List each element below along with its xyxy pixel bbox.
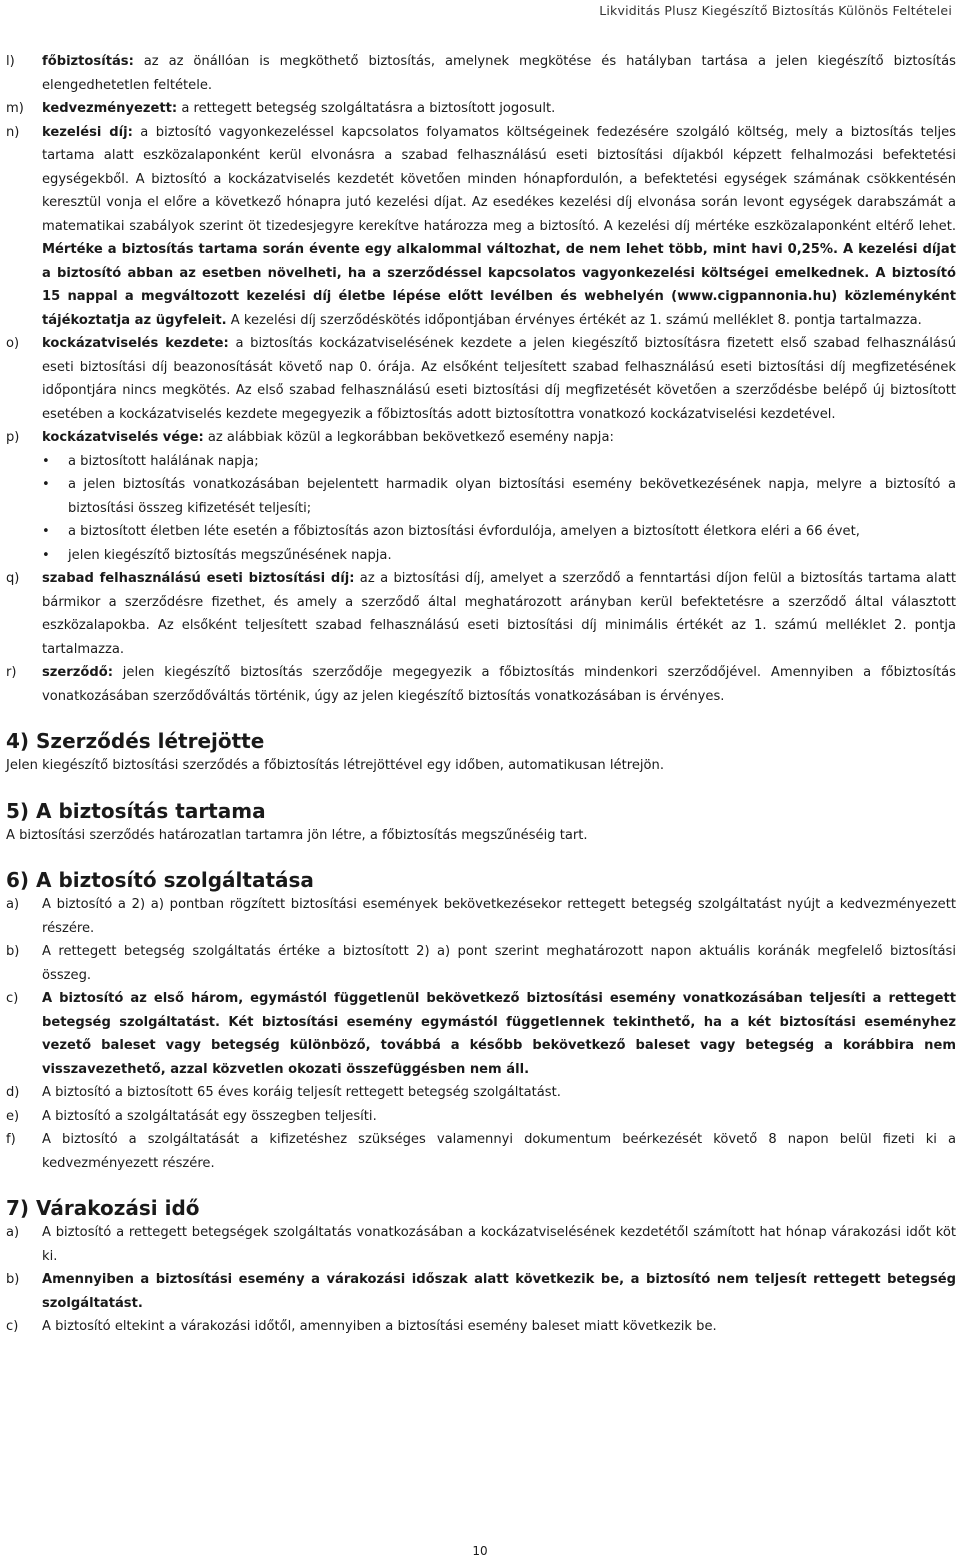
list-item: • a biztosított halálának napja; [42,450,956,474]
definition-m [6,97,956,121]
definition-o [6,332,956,426]
definition-n [6,121,956,333]
bullet-icon: • [42,477,50,492]
bullet-list [42,450,956,568]
term: kezelési díj: [42,124,133,140]
list-item: • jelen kiegészítő biztosítás megszűnésének napja. [42,544,956,568]
bullet-icon: • [42,453,50,469]
page-number: 10 [472,1544,488,1558]
list-item: d) A biztosító a biztosított 65 éves koráig teljesít rettegett betegség szolgáltatást. [6,1081,956,1105]
item-label: o) [6,336,20,351]
item-label: p) [6,430,20,445]
section-4 [6,728,956,778]
section-title: 6) A biztosító szolgáltatása [6,868,314,892]
item-label: r) [6,665,17,680]
term: szabad felhasználású eseti biztosítási díj: [42,571,355,586]
list-item: a) A biztosító a rettegett betegségek szolgáltatás vonatkozásában a kockázatviselésének kezdetétől számított hat hónap várakozási időt köt ki. [6,1221,956,1268]
item-label: d) [6,1085,20,1100]
bullet-icon: • [42,524,50,539]
list-item: a) A biztosító a 2) a) pontban rögzített biztosítási események bekövetkezésekor rettegett betegség szolgáltatást nyújt a kedvezményezett részére. [6,893,956,940]
list-item: f) A biztosító a szolgáltatását a kifizetéshez szükséges valamennyi dokumentum beérkezését követő 8 napon belül fizeti ki a kedvezményezett részére. [6,1128,956,1175]
term: kedvezményezett: [42,101,178,116]
page-header: Likviditás Plusz Kiegészítő Biztosítás Különös Feltételei [599,3,952,18]
term: kockázatviselés kezdete: [42,336,229,351]
section-text: A biztosítási szerződés határozatlan tartamra jön létre, a főbiztosítás megszűnéséig tart. [6,827,588,843]
list-item: e) A biztosító a szolgáltatását egy összegben teljesíti. [6,1105,956,1129]
item-label: a) [6,897,20,912]
definition-text: az alábbiak közül a legkorábban bekövetkező esemény napja: [203,430,614,445]
item-label: n) [6,124,20,140]
section-title: 4) Szerződés létrejötte [6,729,265,753]
item-label: f) [6,1132,16,1147]
section-title: 7) Várakozási idő [6,1196,200,1220]
list-item: b) A rettegett betegség szolgáltatás értéke a biztosított 2) a) pont szerint meghatározott napon aktuális koránák megfelelő biztosítási összeg. [6,940,956,987]
definition-text: a rettegett betegség szolgáltatásra a biztosított jogosult. [177,101,556,116]
bullet-icon: • [42,547,50,563]
definition-text: jelen kiegészítő biztosítás szerződője megegyezik a főbiztosítás mindenkori szerződőjével. Amennyiben a főbiztosítás vonatkozásában szerződőváltás történik, úgy az jelen kiegészítő biztosítás vonatkozásában is érvényes. [42,665,956,704]
section-7 [6,1195,956,1339]
section-text: Jelen kiegészítő biztosítási szerződés a főbiztosítás létrejöttével egy időben, automatikusan létrejön. [6,758,664,773]
definition-text: a biztosító vagyonkezeléssel kapcsolatos folyamatos költségeinek fedezésére szolgáló költség, mely a biztosítás teljes tartama alatt eszközalaponként kerül elvonásra a szabad felhasználású eseti biztosítási díjakból képzett felhalmozási befektetési egységekből. A biztosító a kockázatviselés kezdetét követően minden hónapfordulón, a befektetési egységek számának csökkentésén keresztül vonja el előre a következő hónapra jutó kezelési díjat. Az esedékes kezelési díj elvonása során levont egységek darabszámát a matematikai szabályok szerint öt tizedesjegyre kerekítve határozza meg a biztosító. A kezelési díj mértéke eszközalaponként eltérő lehet. [42,124,956,234]
item-label: b) [6,1272,20,1287]
term: szerződő: [42,665,113,680]
list-item: c) A biztosító eltekint a várakozási időtől, amennyiben a biztosítási esemény baleset miatt következik be. [6,1315,956,1339]
item-label: m) [6,101,24,116]
item-label: a) [6,1225,20,1240]
document-body [6,50,956,1339]
item-label: q) [6,571,20,586]
item-label: c) [6,991,19,1006]
list-item: • a biztosított életben léte esetén a főbiztosítás azon biztosítási évfordulója, amelyen a biztosított életkora eléri a 66 évet, [42,520,956,544]
definition-q [6,567,956,661]
term: főbiztosítás: [42,54,134,69]
definition-tail-text: A kezelési díj szerződéskötés időpontjában érvényes értékét az 1. számú melléklet 8. pontja tartalmazza. [226,312,922,328]
definition-r [6,661,956,708]
definition-l [6,50,956,97]
definition-bold-text: Mértéke a biztosítás tartama során évente egy alkalommal változhat, de nem lehet több, mint havi 0,25%. A kezelési díjat a biztosító abban az esetben növelheti, ha a szerződéssel kapcsolatos vagyonkezelési költségei emelkednek. A biztosító 15 nappal a megváltozott kezelési díj életbe lépése előtt levélben és webhelyén (www.cigpannonia.hu) közleményként tájékoztatja az ügyfeleit. [42,242,956,328]
section-title: 5) A biztosítás tartama [6,798,266,823]
item-label: e) [6,1108,20,1124]
item-label: l) [6,54,15,69]
definition-p [6,426,956,567]
term: kockázatviselés vége: [42,430,204,445]
section-5 [6,798,956,848]
definition-text: az az önállóan is megköthető biztosítás, amelynek megkötése és hatályban tartása a jelen kiegészítő biztosítás elengedhetetlen feltétele. [42,54,956,93]
item-label: c) [6,1319,19,1334]
section-6 [6,867,956,1175]
list-item: b) Amennyiben a biztosítási esemény a várakozási időszak alatt következik be, a biztosító nem teljesít rettegett betegség szolgáltatást. [6,1268,956,1315]
item-label: b) [6,944,20,959]
definition-text: a biztosítás kockázatviselésének kezdete a jelen kiegészítő biztosításra fizetett első szabad felhasználású eseti biztosítási díj beazonosítását követő nap 0. órája. Az elsőként teljesített szabad felhasználású eseti biztosítási díj megfizetésének időpontjára nincs megkötés. Az első szabad felhasználású eseti biztosítási díj megfizetését követően a szerződésbe belépő új biztosított esetében a kockázatviselés kezdete megegyezik a főbiztosítás adott biztosítottra vonatkozó kockázatviselési kezdetével. [42,336,957,422]
list-item: • a jelen biztosítás vonatkozásában bejelentett harmadik olyan biztosítási esemény bekövetkezésének napja, melyre a biztosító a biztosítási összeg kifizetését teljesíti; [42,473,956,520]
list-item: c) A biztosító az első három, egymástól függetlenül bekövetkező biztosítási esemény vonatkozásában teljesíti a rettegett betegség szolgáltatást. Két biztosítási esemény egymástól függetlennek tekinthető, ha a két biztosítási eseményhez vezető baleset vagy betegség különböző, továbbá a később bekövetkező baleset vagy betegség a korábbira nem visszavezethető, azzal közvetlen okozati összefüggésben nem áll. [6,987,956,1081]
definition-text: az a biztosítási díj, amelyet a szerződő a fenntartási díjon felül a biztosítás tartama alatt bármikor a szerződésre fizethet, és amely a szerződő által meghatározott arányban kerül befektetésre a szerződő által választott eszközalapokba. Az elsőként teljesített szabad felhasználású eseti biztosítási díj minimális értékét az 1. számú melléklet 2. pontja tartalmazza. [42,571,956,657]
